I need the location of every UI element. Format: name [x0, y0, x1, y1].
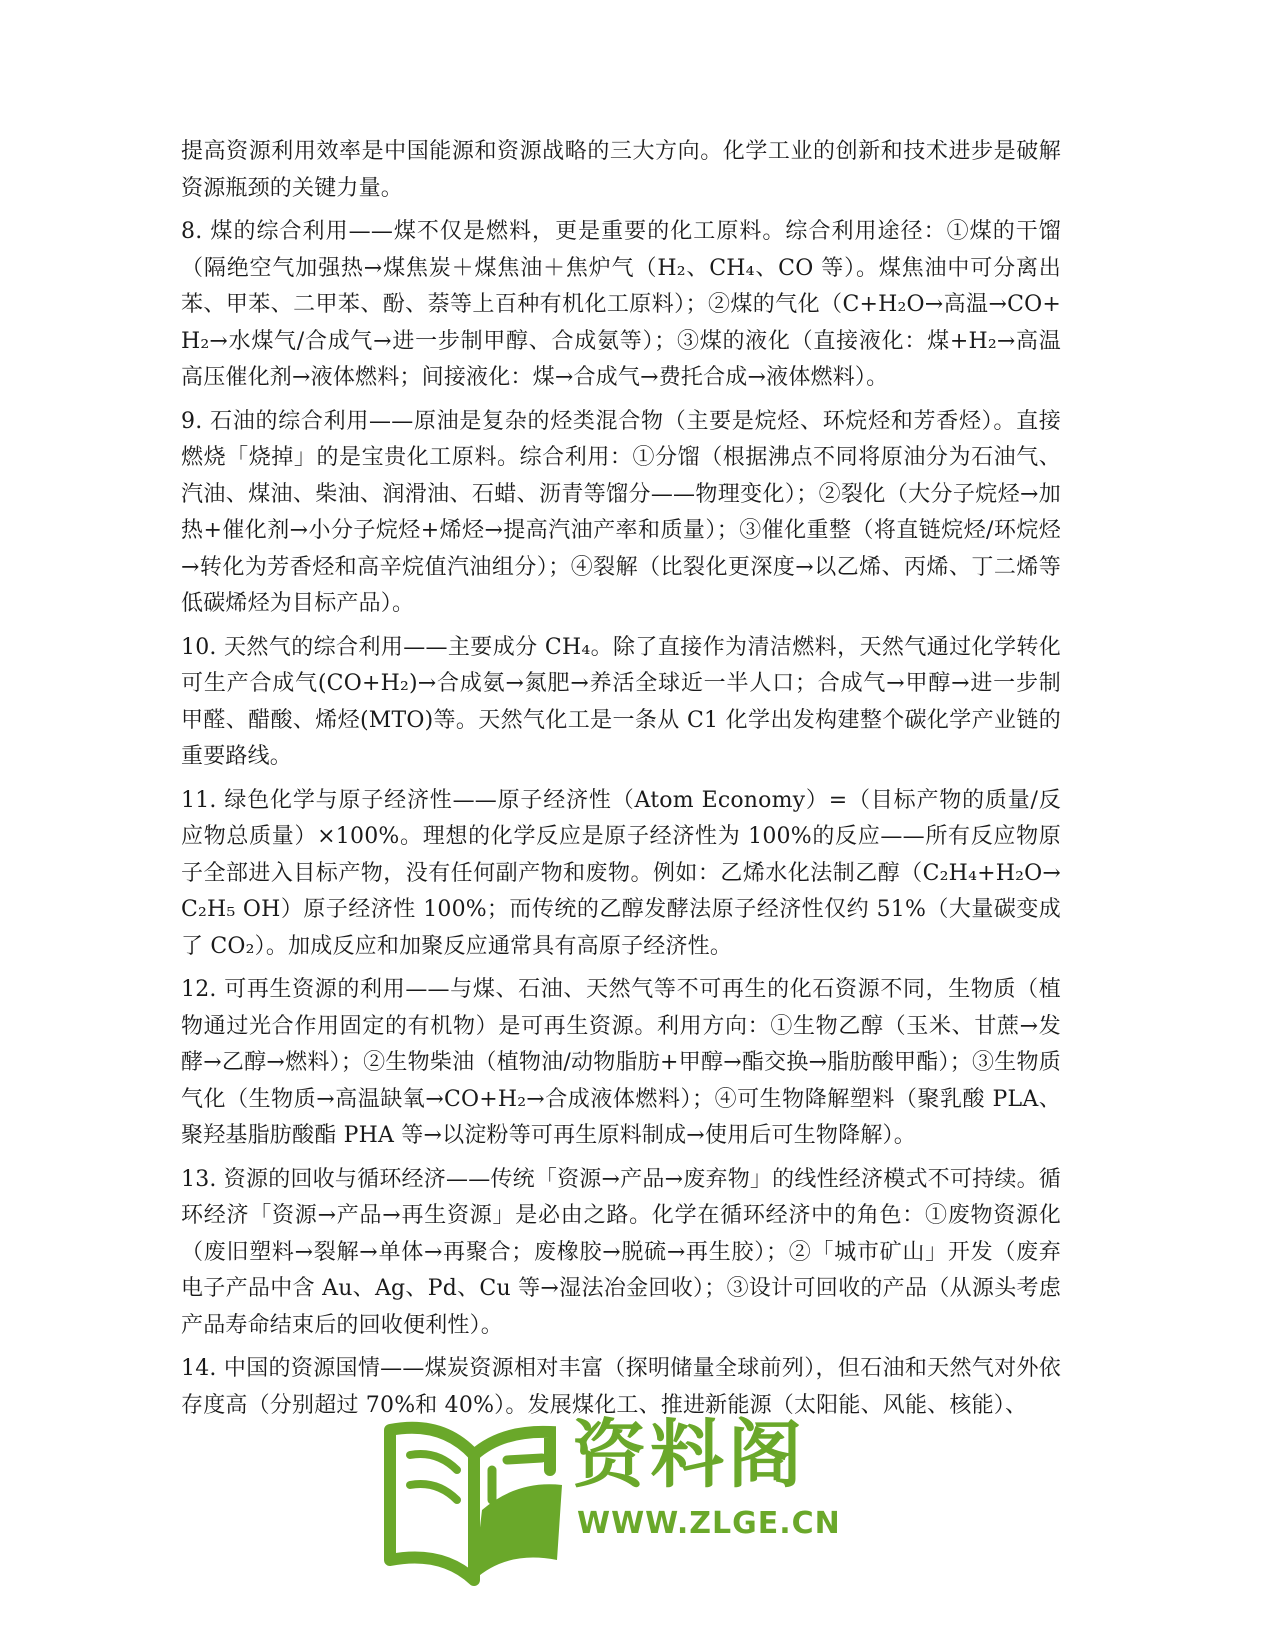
watermark-logo — [382, 1410, 842, 1590]
document-body — [181, 134, 1061, 1431]
paragraph-9-petroleum: 9. 石油的综合利用——原油是复杂的烃类混合物（主要是烷烃、环烷烃和芳香烃）。直接燃烧「烧掉」的是宝贵化工原料。综合利用：①分馏（根据沸点不同将原油分为石油气、汽油、煤油、柴油、润滑油、石蜡、沥青等馏分——物理变化）；②裂化（大分子烷烃→加热+催化剂→小分子烷烃+烯烃→提高汽油产率和质量）；③催化重整（将直链烷烃/环烷烃→转化为芳香烃和高辛烷值汽油组分）；④裂解（比裂化更深度→以乙烯、丙烯、丁二烯等低碳烯烃为目标产品）。 — [181, 408, 1061, 616]
logo-name: 资料阁 — [572, 1412, 806, 1498]
book-icon — [382, 1410, 567, 1590]
paragraph-12-renewable: 12. 可再生资源的利用——与煤、石油、天然气等不可再生的化石资源不同，生物质（植物通过光合作用固定的有机物）是可再生资源。利用方向：①生物乙醇（玉米、甘蔗→发酵→乙醇→燃料）；②生物柴油（植物油/动物脂肪+甲醇→酯交换→脂肪酸甲酯）；③生物质气化（生物质→高温缺氧→CO+H₂→合成液体燃料）；④可生物降解塑料（聚乳酸 PLA、聚羟基脂肪酸酯 PHA 等→以淀粉等可再生原料制成→使用后可生物降解）。 — [181, 977, 1061, 1148]
logo-url: WWW.ZLGE.CN — [577, 1506, 841, 1541]
paragraph-13-circular-economy: 13. 资源的回收与循环经济——传统「资源→产品→废弃物」的线性经济模式不可持续。循环经济「资源→产品→再生资源」是必由之路。化学在循环经济中的角色：①废物资源化（废旧塑料→裂解→单体→再聚合；废橡胶→脱硫→再生胶）；②「城市矿山」开发（废弃电子产品中含 Au、Ag、Pd、Cu 等→湿法冶金回收）；③设计可回收的产品（从源头考虑产品寿命结束后的回收便利性）。 — [181, 1166, 1061, 1338]
paragraph-10-natural-gas: 10. 天然气的综合利用——主要成分 CH₄。除了直接作为清洁燃料，天然气通过化学转化可生产合成气(CO+H₂)→合成氨→氮肥→养活全球近一半人口；合成气→甲醇→进一步制甲醛、醋酸、烯烃(MTO)等。天然气化工是一条从 C1 化学出发构建整个碳化学产业链的重要路线。 — [181, 634, 1061, 769]
paragraph-14-china-resources: 14. 中国的资源国情——煤炭资源相对丰富（探明储量全球前列），但石油和天然气对外依存度高（分别超过 70%和 40%）。发展煤化工、推进新能源（太阳能、风能、核能）、 — [181, 1356, 1061, 1418]
paragraph-8-coal: 8. 煤的综合利用——煤不仅是燃料，更是重要的化工原料。综合利用途径：①煤的干馏（隔绝空气加强热→煤焦炭＋煤焦油＋焦炉气（H₂、CH₄、CO 等）。煤焦油中可分离出苯、甲苯、二甲苯、酚、萘等上百种有机化工原料）；②煤的气化（C+H₂O→高温→CO+H₂→水煤气/合成气→进一步制甲醇、合成氨等）；③煤的液化（直接液化：煤+H₂→高温高压催化剂→液体燃料；间接液化：煤→合成气→费托合成→液体燃料）。 — [181, 219, 1061, 390]
paragraph-intro: 提高资源利用效率是中国能源和资源战略的三大方向。化学工业的创新和技术进步是破解资源瓶颈的关键力量。 — [181, 139, 1061, 201]
paragraph-11-green-chemistry: 11. 绿色化学与原子经济性——原子经济性（Atom Economy）=（目标产物的质量/反应物总质量）×100%。理想的化学反应是原子经济性为 100%的反应——所有反应物原子全部进入目标产物，没有任何副产物和废物。例如：乙烯水化法制乙醇（C₂H₄+H₂O→C₂H₅ OH）原子经济性 100%；而传统的乙醇发酵法原子经济性仅约 51%（大量碳变成了 CO₂）。加成反应和加聚反应通常具有高原子经济性。 — [181, 787, 1061, 959]
